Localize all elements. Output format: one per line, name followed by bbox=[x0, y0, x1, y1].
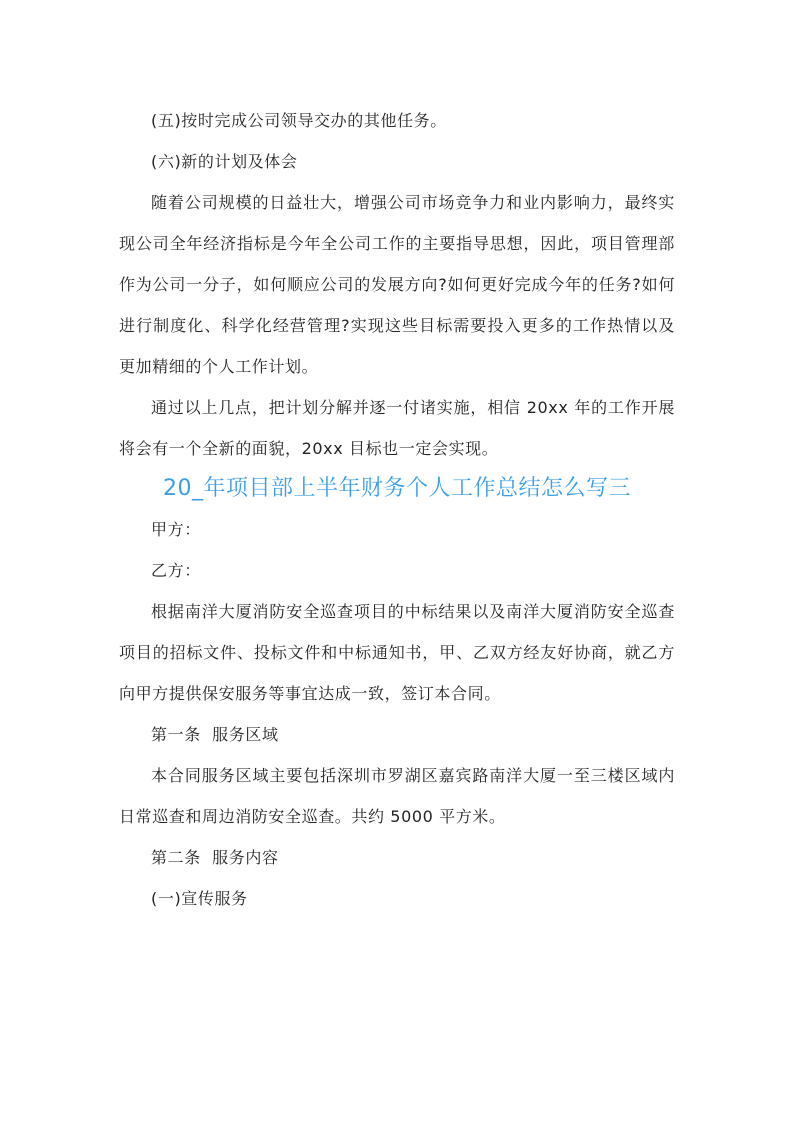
party-a-label: 甲方： bbox=[151, 520, 201, 539]
article-one-heading: 第一条 服务区域 bbox=[151, 725, 279, 744]
paragraph-task-five: (五)按时完成公司领导交办的其他任务。 bbox=[151, 111, 447, 130]
paragraph-service-area: 本合同服务区域主要包括深圳市罗湖区嘉宾路南洋大厦一至三楼区域内日常巡查和周边消防安全巡查。共约 5000 平方米。 bbox=[119, 766, 675, 826]
document-body bbox=[119, 100, 675, 919]
party-b-label: 乙方： bbox=[151, 561, 201, 580]
paragraph-company-growth: 随着公司规模的日益壮大，增强公司市场竞争力和业内影响力，最终实现公司全年经济指标是今年全公司工作的主要指导思想，因此，项目管理部作为公司一分子，如何顺应公司的发展方向?如何更好完成今年的任务?如何进行制度化、科学化经营管理?实现这些目标需要投入更多的工作热情以及更加精细的个人工作计划。 bbox=[119, 193, 675, 376]
paragraph-conclusion: 通过以上几点，把计划分解并逐一付诸实施，相信 20xx 年的工作开展将会有一个全新的面貌，20xx 目标也一定会实现。 bbox=[119, 398, 675, 458]
section-title: 20_年项目部上半年财务个人工作总结怎么写三 bbox=[163, 476, 631, 501]
paragraph-contract-basis: 根据南洋大厦消防安全巡查项目的中标结果以及南洋大厦消防安全巡查项目的招标文件、投标文件和中标通知书，甲、乙双方经友好协商，就乙方向甲方提供保安服务等事宜达成一致，签订本合同。 bbox=[119, 602, 675, 703]
paragraph-plan-heading: (六)新的计划及体会 bbox=[151, 152, 298, 171]
article-two-heading: 第二条 服务内容 bbox=[151, 848, 279, 867]
paragraph-publicity-service: (一)宣传服务 bbox=[151, 889, 248, 908]
